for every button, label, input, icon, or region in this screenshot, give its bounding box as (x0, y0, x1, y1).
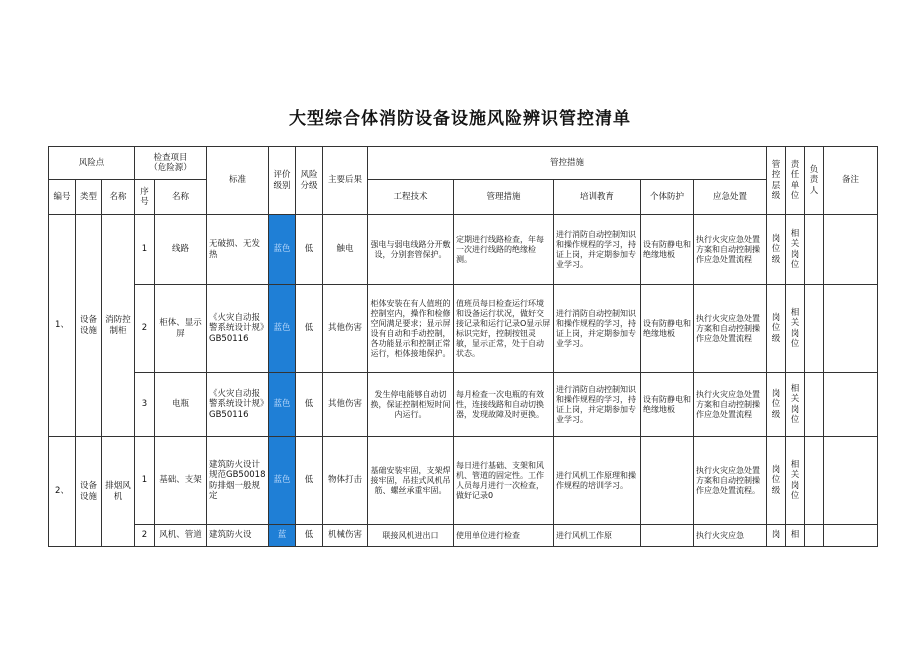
personal-cell: 设有防静电和绝缘地板 (641, 285, 694, 373)
management-cell: 使用单位进行检查 (454, 525, 554, 547)
seq-header: 序号 (135, 180, 155, 215)
responsible-person-cell (805, 215, 824, 285)
seq-cell: 2 (135, 525, 155, 547)
eval-level-cell: 蓝 (269, 525, 296, 547)
item-cell: 电瓶 (155, 373, 207, 437)
risk-level-cell: 低 (296, 215, 323, 285)
risk-point-header: 风险点 (49, 147, 135, 180)
remarks-header: 备注 (824, 147, 878, 215)
standard-cell: 建筑防火设计规范GB50018防排烟一般规定 (207, 437, 269, 525)
risk-level-cell: 低 (296, 285, 323, 373)
risk-level-cell: 低 (296, 525, 323, 547)
group-type: 设备设施 (76, 215, 102, 437)
training-cell: 进行消防自动控制知识和操作规程的学习，持证上岗，并定期参加专业学习。 (554, 285, 641, 373)
emergency-header: 应急处置 (694, 180, 767, 215)
eval-level-header: 评价级别 (269, 147, 296, 215)
check-item-header: 检查项目 （危险源） (135, 147, 207, 180)
standard-cell: 《火灾自动报警系统设计规》GB50116 (207, 285, 269, 373)
remarks-cell (824, 373, 878, 437)
consequence-cell: 物体打击 (323, 437, 368, 525)
control-measures-header: 管控措施 (368, 147, 767, 180)
item-cell: 柜体、显示屏 (155, 285, 207, 373)
name-header: 名称 (102, 180, 135, 215)
type-header: 类型 (76, 180, 102, 215)
seq-cell: 1 (135, 215, 155, 285)
group-type: 设备设施 (76, 437, 102, 547)
table-row (49, 373, 878, 437)
remarks-cell (824, 285, 878, 373)
seq-cell: 1 (135, 437, 155, 525)
responsible-person-cell (805, 437, 824, 525)
seq-cell: 3 (135, 373, 155, 437)
emergency-cell: 执行火灾应急处置方案和自动控制操作应急处置流程 (694, 215, 767, 285)
personal-cell: 设有防静电和绝缘地板 (641, 373, 694, 437)
personal-cell (641, 437, 694, 525)
consequence-cell: 触电 (323, 215, 368, 285)
training-cell: 进行消防自动控制知识和操作规程的学习，持证上岗，并定期参加专业学习。 (554, 373, 641, 437)
control-level-cell: 岗位级 (767, 437, 786, 525)
no-header: 编号 (49, 180, 76, 215)
engineering-cell: 联接风机进出口 (368, 525, 454, 547)
table-row (49, 525, 878, 547)
item-name-header: 名称 (155, 180, 207, 215)
eval-level-cell: 蓝色 (269, 285, 296, 373)
risk-level-cell: 低 (296, 373, 323, 437)
responsible-person-cell (805, 525, 824, 547)
responsible-unit-cell: 相关岗位 (786, 373, 805, 437)
consequence-header: 主要后果 (323, 147, 368, 215)
management-cell: 每日进行基础、支架和风机、管道的固定性。工作人员每月进行一次检查，做好记录0 (454, 437, 554, 525)
training-cell: 进行风机工作原 (554, 525, 641, 547)
group-name: 消防控制柜 (102, 215, 135, 437)
engineering-cell: 柜体安装在有人值班的控制室内，操作和检修空间满足要求；显示屏设有自动和手动控制，各功能显示和控制正常运行，柜体接地保护。 (368, 285, 454, 373)
personal-cell (641, 525, 694, 547)
standard-cell: 无破损、无发热 (207, 215, 269, 285)
engineering-cell: 强电与弱电线路分开敷设，分别套管保护。 (368, 215, 454, 285)
personal-header: 个体防护 (641, 180, 694, 215)
management-header: 管理措施 (454, 180, 554, 215)
training-cell: 进行消防自动控制知识和操作规程的学习，持证上岗，并定期参加专业学习。 (554, 215, 641, 285)
responsible-person-cell (805, 373, 824, 437)
engineering-cell: 发生停电能够自动切换，保证控制柜短时间内运行。 (368, 373, 454, 437)
eval-level-cell: 蓝色 (269, 437, 296, 525)
responsible-person-cell (805, 285, 824, 373)
table-row (49, 437, 878, 525)
item-cell: 线路 (155, 215, 207, 285)
emergency-cell: 执行火灾应急处置方案和自动控制操作应急处置流程。 (694, 437, 767, 525)
table-row (49, 285, 878, 373)
eval-level-cell: 蓝色 (269, 373, 296, 437)
remarks-cell (824, 437, 878, 525)
header-row-1 (49, 147, 878, 180)
table-row (49, 215, 878, 285)
risk-level-header: 风险分级 (296, 147, 323, 215)
training-cell: 进行风机工作原理和操作规程的培训学习。 (554, 437, 641, 525)
emergency-cell: 执行火灾应急处置方案和自动控制操作应急处置流程 (694, 285, 767, 373)
engineering-cell: 基础安装牢固，支架焊接牢固，吊挂式风机吊筋、螺丝承重牢固。 (368, 437, 454, 525)
management-cell: 每月检查一次电瓶的有效性，连接线路和自动切换器，发现故障及时更换。 (454, 373, 554, 437)
emergency-cell: 执行火灾应急处置方案和自动控制操作应急处置流程 (694, 373, 767, 437)
responsible-unit-cell: 相关岗位 (786, 285, 805, 373)
eval-level-cell: 蓝色 (269, 215, 296, 285)
group-no: 2、 (49, 437, 76, 547)
item-cell: 风机、管道 (155, 525, 207, 547)
emergency-cell: 执行火灾应急 (694, 525, 767, 547)
management-cell: 定期进行线路检查，年每一次进行线路的绝缘检测。 (454, 215, 554, 285)
control-level-cell: 岗 (767, 525, 786, 547)
personal-cell: 设有防静电和绝缘地板 (641, 215, 694, 285)
responsible-unit-cell: 相 (786, 525, 805, 547)
seq-cell: 2 (135, 285, 155, 373)
control-level-header: 管控层级 (767, 147, 786, 215)
management-cell: 值班员每日检查运行环境和设备运行状况，做好交接记录和运行记录O显示屏标识完好，控制按钮灵敏，显示正常，处于自动状态。 (454, 285, 554, 373)
remarks-cell (824, 525, 878, 547)
control-level-cell: 岗位级 (767, 373, 786, 437)
group-no: 1、 (49, 215, 76, 437)
control-level-cell: 岗位级 (767, 285, 786, 373)
training-header: 培训教育 (554, 180, 641, 215)
responsible-unit-header: 责任单位 (786, 147, 805, 215)
header-row-2 (49, 180, 878, 215)
responsible-unit-cell: 相关岗位 (786, 437, 805, 525)
standard-cell: 《火灾自动报警系统设计规》GB50116 (207, 373, 269, 437)
group-name: 排烟风机 (102, 437, 135, 547)
engineering-header: 工程技术 (368, 180, 454, 215)
risk-table (48, 146, 878, 547)
responsible-unit-cell: 相关岗位 (786, 215, 805, 285)
remarks-cell (824, 215, 878, 285)
consequence-cell: 其他伤害 (323, 285, 368, 373)
consequence-cell: 其他伤害 (323, 373, 368, 437)
item-cell: 基础、支架 (155, 437, 207, 525)
control-level-cell: 岗位级 (767, 215, 786, 285)
standard-header: 标准 (207, 147, 269, 215)
consequence-cell: 机械伤害 (323, 525, 368, 547)
responsible-person-header: 负责人 (805, 147, 824, 215)
page-title: 大型综合体消防设备设施风险辨识管控清单 (289, 109, 631, 129)
risk-level-cell: 低 (296, 437, 323, 525)
standard-cell: 建筑防火设 (207, 525, 269, 547)
